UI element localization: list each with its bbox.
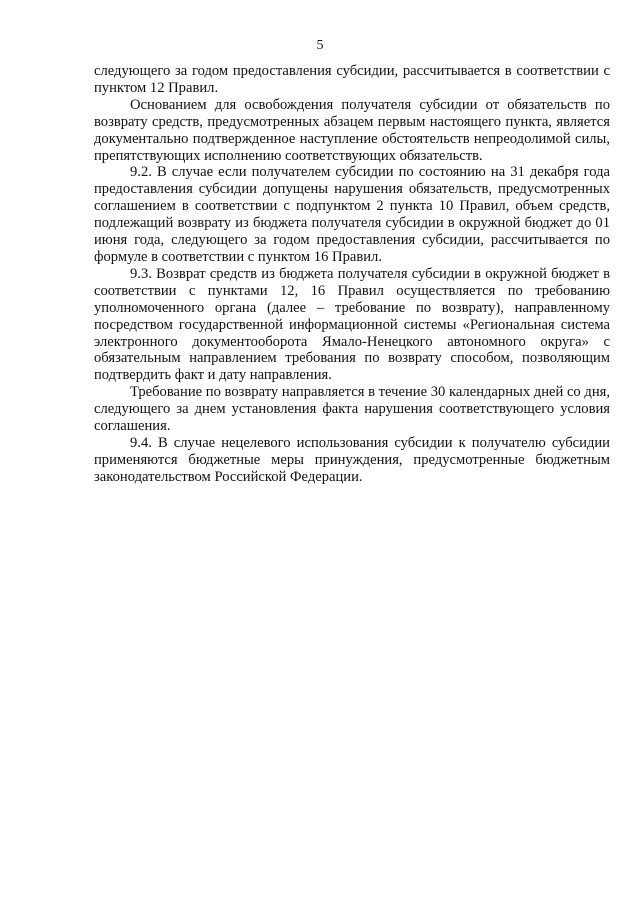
paragraph-continuation: следующего за годом предоставления субсидии, рассчитывается в соответствии с пунктом 12 Правил. [94,63,610,96]
page-number: 5 [316,38,324,53]
paragraph-9-4: 9.4. В случае нецелевого использования субсидии к получателю субсидии применяются бюджетные меры принуждения, предусмотренные бюджетным законодательством Российской Федерации. [94,434,610,485]
paragraph-return-demand: Требование по возврату направляется в течение 30 календарных дней со дня, следующего за днем установления факта нарушения соответствующего условия соглашения. [94,384,610,435]
paragraph-9-3: 9.3. Возврат средств из бюджета получателя субсидии в окружной бюджет в соответствии с пунктами 12, 16 Правил осуществляется по требованию уполномоченного органа (далее – требование по возврату), направленному посредством государственной информационной системы «Региональная система электронного документооборота Ямало-Ненецкого автономного округа» с обязательным направлением требования по возврату способом, позволяющим подтвердить факт и дату направления. [94,265,610,384]
paragraph-force-majeure: Основанием для освобождения получателя субсидии от обязательств по возврату средств, предусмотренных абзацем первым настоящего пункта, является документально подтвержденное наступление обстоятельств непреодолимой силы, препятствующих исполнению соответствующих обязательств. [94,96,610,164]
paragraph-9-2: 9.2. В случае если получателем субсидии по состоянию на 31 декабря года предоставления субсидии допущены нарушения обязательств, предусмотренных соглашением в соответствии с подпунктом 2 пункта 10 Правил, объем средств, подлежащий возврату из бюджета получателя субсидии в окружной бюджет до 01 июня года, следующего за годом предоставления субсидии, рассчитывается по формуле в соответствии с пунктом 16 Правил. [94,164,610,265]
document-body [94,63,610,486]
